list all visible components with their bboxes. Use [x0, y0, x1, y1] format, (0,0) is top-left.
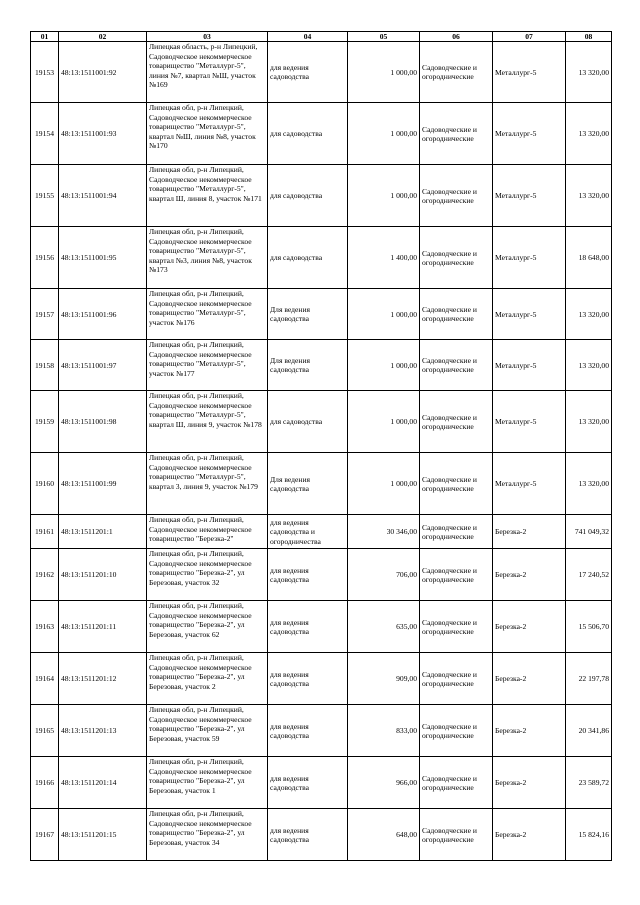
- column-header: 07: [493, 32, 566, 42]
- partnership-name-cell: Березка-2: [493, 549, 566, 601]
- cadastral-value-cell: 20 341,86: [566, 705, 612, 757]
- header-row: [31, 32, 612, 42]
- address-cell: [147, 391, 268, 453]
- category-cell: Садоводческие и огороднические: [420, 103, 493, 165]
- column-header: 08: [566, 32, 612, 42]
- land-use-cell: Для ведения садоводства: [268, 289, 348, 340]
- address-text: Липецкая обл, р-н Липецкий, Садоводческое некоммерческое товарищество "Березка-2", ул Березовая, участок 1: [149, 757, 252, 795]
- cadastral-value-cell: 18 648,00: [566, 227, 612, 289]
- area-cell: 833,00: [348, 705, 420, 757]
- cadastral-value-cell: 741 049,32: [566, 515, 612, 549]
- partnership-name-cell: Металлург-5: [493, 289, 566, 340]
- row-number: 19160: [31, 453, 59, 515]
- table-row: [31, 809, 612, 861]
- land-use-cell: для ведения садоводства и огородничества: [268, 515, 348, 549]
- table-row: [31, 103, 612, 165]
- category-cell: Садоводческие и огороднические: [420, 453, 493, 515]
- category-cell: Садоводческие и огороднические: [420, 757, 493, 809]
- cadastral-value-cell: 13 320,00: [566, 42, 612, 103]
- area-cell: 1 000,00: [348, 289, 420, 340]
- partnership-name-cell: Березка-2: [493, 515, 566, 549]
- partnership-name-cell: Металлург-5: [493, 453, 566, 515]
- table-row: [31, 757, 612, 809]
- row-number: 19153: [31, 42, 59, 103]
- row-number: 19163: [31, 601, 59, 653]
- cadastral-value-cell: 17 240,52: [566, 549, 612, 601]
- partnership-name-cell: Березка-2: [493, 653, 566, 705]
- column-header: 06: [420, 32, 493, 42]
- category-cell: Садоводческие и огороднические: [420, 227, 493, 289]
- table-row: [31, 165, 612, 227]
- land-use-cell: для ведения садоводства: [268, 809, 348, 861]
- partnership-name-cell: Металлург-5: [493, 165, 566, 227]
- cadastral-number: 48:13:1511001:92: [59, 42, 147, 103]
- partnership-name-cell: Березка-2: [493, 809, 566, 861]
- address-cell: [147, 601, 268, 653]
- area-cell: 1 400,00: [348, 227, 420, 289]
- address-cell: [147, 340, 268, 391]
- category-cell: Садоводческие и огороднические: [420, 705, 493, 757]
- land-use-cell: для ведения садоводства: [268, 42, 348, 103]
- address-text: Липецкая обл, р-н Липецкий, Садоводческое некоммерческое товарищество "Металлург-5", квартал №Ш, линия №8, участок №170: [149, 103, 256, 151]
- table-row: [31, 391, 612, 453]
- cadastral-value-cell: 13 320,00: [566, 453, 612, 515]
- row-number: 19156: [31, 227, 59, 289]
- address-text: Липецкая обл, р-н Липецкий, Садоводческое некоммерческое товарищество "Металлург-5", участок №176: [149, 289, 252, 327]
- row-number: 19157: [31, 289, 59, 340]
- address-cell: [147, 103, 268, 165]
- address-cell: [147, 227, 268, 289]
- cadastral-number: 48:13:1511201:12: [59, 653, 147, 705]
- area-cell: 648,00: [348, 809, 420, 861]
- cadastral-number: 48:13:1511001:96: [59, 289, 147, 340]
- partnership-name-cell: Металлург-5: [493, 103, 566, 165]
- category-cell: Садоводческие и огороднические: [420, 289, 493, 340]
- row-number: 19161: [31, 515, 59, 549]
- land-use-cell: для садоводства: [268, 165, 348, 227]
- row-number: 19165: [31, 705, 59, 757]
- area-cell: 635,00: [348, 601, 420, 653]
- cadastral-value-cell: 23 589,72: [566, 757, 612, 809]
- partnership-name-cell: Металлург-5: [493, 391, 566, 453]
- table-row: [31, 42, 612, 103]
- row-number: 19166: [31, 757, 59, 809]
- category-cell: Садоводческие и огороднические: [420, 42, 493, 103]
- area-cell: 706,00: [348, 549, 420, 601]
- area-cell: 1 000,00: [348, 165, 420, 227]
- area-cell: 909,00: [348, 653, 420, 705]
- table-row: [31, 515, 612, 549]
- cadastral-value-cell: 13 320,00: [566, 391, 612, 453]
- address-text: Липецкая обл, р-н Липецкий, Садоводческое некоммерческое товарищество "Березка-2", ул Березовая, участок 2: [149, 653, 252, 691]
- category-cell: Садоводческие и огороднические: [420, 340, 493, 391]
- address-cell: [147, 289, 268, 340]
- row-number: 19154: [31, 103, 59, 165]
- category-cell: Садоводческие и огороднические: [420, 165, 493, 227]
- land-use-cell: для садоводства: [268, 103, 348, 165]
- category-cell: Садоводческие и огороднические: [420, 549, 493, 601]
- partnership-name-cell: Березка-2: [493, 757, 566, 809]
- cadastral-number: 48:13:1511001:97: [59, 340, 147, 391]
- row-number: 19167: [31, 809, 59, 861]
- cadastral-number: 48:13:1511201:10: [59, 549, 147, 601]
- cadastral-value-cell: 13 320,00: [566, 289, 612, 340]
- area-cell: 966,00: [348, 757, 420, 809]
- category-cell: Садоводческие и огороднические: [420, 601, 493, 653]
- cadastral-number: 48:13:1511001:99: [59, 453, 147, 515]
- address-text: Липецкая обл, р-н Липецкий, Садоводческое некоммерческое товарищество "Березка-2": [149, 515, 252, 544]
- land-use-cell: для ведения садоводства: [268, 549, 348, 601]
- category-cell: Садоводческие и огороднические: [420, 515, 493, 549]
- area-cell: 1 000,00: [348, 340, 420, 391]
- address-text: Липецкая обл, р-н Липецкий, Садоводческое некоммерческое товарищество "Березка-2", ул Березовая, участок 59: [149, 705, 252, 743]
- cadastral-value-cell: 15 824,16: [566, 809, 612, 861]
- row-number: 19162: [31, 549, 59, 601]
- address-cell: [147, 515, 268, 549]
- category-cell: Садоводческие и огороднические: [420, 809, 493, 861]
- category-cell: Садоводческие и огороднические: [420, 653, 493, 705]
- land-use-cell: для садоводства: [268, 227, 348, 289]
- table-row: [31, 705, 612, 757]
- land-use-cell: для ведения садоводства: [268, 705, 348, 757]
- table-row: [31, 653, 612, 705]
- column-header: 05: [348, 32, 420, 42]
- cadastral-number: 48:13:1511201:1: [59, 515, 147, 549]
- address-text: Липецкая обл, р-н Липецкий, Садоводческое некоммерческое товарищество "Металлург-5", квартал 3, линия 9, участок №179: [149, 453, 258, 491]
- land-use-cell: Для ведения садоводства: [268, 453, 348, 515]
- address-cell: [147, 549, 268, 601]
- address-cell: [147, 165, 268, 227]
- land-registry-table: [30, 31, 612, 861]
- partnership-name-cell: Металлург-5: [493, 42, 566, 103]
- area-cell: 1 000,00: [348, 42, 420, 103]
- column-header: 01: [31, 32, 59, 42]
- land-use-cell: для садоводства: [268, 391, 348, 453]
- cadastral-value-cell: 13 320,00: [566, 103, 612, 165]
- land-use-cell: Для ведения садоводства: [268, 340, 348, 391]
- area-cell: 1 000,00: [348, 103, 420, 165]
- land-use-cell: для ведения садоводства: [268, 757, 348, 809]
- table-row: [31, 227, 612, 289]
- area-cell: 1 000,00: [348, 391, 420, 453]
- table-row: [31, 340, 612, 391]
- address-cell: [147, 757, 268, 809]
- land-use-cell: для ведения садоводства: [268, 653, 348, 705]
- cadastral-number: 48:13:1511201:15: [59, 809, 147, 861]
- address-text: Липецкая обл, р-н Липецкий, Садоводческое некоммерческое товарищество "Березка-2", ул Березовая, участок 34: [149, 809, 252, 847]
- address-cell: [147, 705, 268, 757]
- cadastral-number: 48:13:1511201:13: [59, 705, 147, 757]
- cadastral-number: 48:13:1511001:95: [59, 227, 147, 289]
- cadastral-value-cell: 22 197,78: [566, 653, 612, 705]
- column-header: 03: [147, 32, 268, 42]
- address-text: Липецкая обл, р-н Липецкий, Садоводческое некоммерческое товарищество "Березка-2", ул Березовая, участок 62: [149, 601, 252, 639]
- cadastral-number: 48:13:1511001:94: [59, 165, 147, 227]
- row-number: 19158: [31, 340, 59, 391]
- row-number: 19159: [31, 391, 59, 453]
- address-text: Липецкая область, р-н Липецкий, Садоводческое некоммерческое товарищество "Металлург-5", линия №7, квартал №Ш, участок №169: [149, 42, 258, 90]
- cadastral-number: 48:13:1511201:11: [59, 601, 147, 653]
- cadastral-value-cell: 15 506,70: [566, 601, 612, 653]
- cadastral-number: 48:13:1511001:93: [59, 103, 147, 165]
- table-row: [31, 453, 612, 515]
- partnership-name-cell: Березка-2: [493, 705, 566, 757]
- cadastral-number: 48:13:1511001:98: [59, 391, 147, 453]
- category-cell: Садоводческие и огороднические: [420, 391, 493, 453]
- address-cell: [147, 42, 268, 103]
- area-cell: 30 346,00: [348, 515, 420, 549]
- column-header: 04: [268, 32, 348, 42]
- column-header: 02: [59, 32, 147, 42]
- address-text: Липецкая обл, р-н Липецкий, Садоводческое некоммерческое товарищество "Металлург-5", квартал Ш, линия 8, участок №171: [149, 165, 262, 203]
- cadastral-value-cell: 13 320,00: [566, 165, 612, 227]
- address-cell: [147, 453, 268, 515]
- address-text: Липецкая обл, р-н Липецкий, Садоводческое некоммерческое товарищество "Металлург-5", участок №177: [149, 340, 252, 378]
- address-text: Липецкая обл, р-н Липецкий, Садоводческое некоммерческое товарищество "Металлург-5", квартал №3, линия №8, участок №173: [149, 227, 252, 275]
- row-number: 19155: [31, 165, 59, 227]
- address-text: Липецкая обл, р-н Липецкий, Садоводческое некоммерческое товарищество "Березка-2", ул Березовая, участок 32: [149, 549, 252, 587]
- table-row: [31, 549, 612, 601]
- cadastral-value-cell: 13 320,00: [566, 340, 612, 391]
- table-row: [31, 601, 612, 653]
- partnership-name-cell: Металлург-5: [493, 340, 566, 391]
- row-number: 19164: [31, 653, 59, 705]
- cadastral-number: 48:13:1511201:14: [59, 757, 147, 809]
- land-use-cell: для ведения садоводства: [268, 601, 348, 653]
- address-cell: [147, 653, 268, 705]
- partnership-name-cell: Березка-2: [493, 601, 566, 653]
- address-text: Липецкая обл, р-н Липецкий, Садоводческое некоммерческое товарищество "Металлург-5", квартал Ш, линия 9, участок №178: [149, 391, 262, 429]
- address-cell: [147, 809, 268, 861]
- table-row: [31, 289, 612, 340]
- partnership-name-cell: Металлург-5: [493, 227, 566, 289]
- area-cell: 1 000,00: [348, 453, 420, 515]
